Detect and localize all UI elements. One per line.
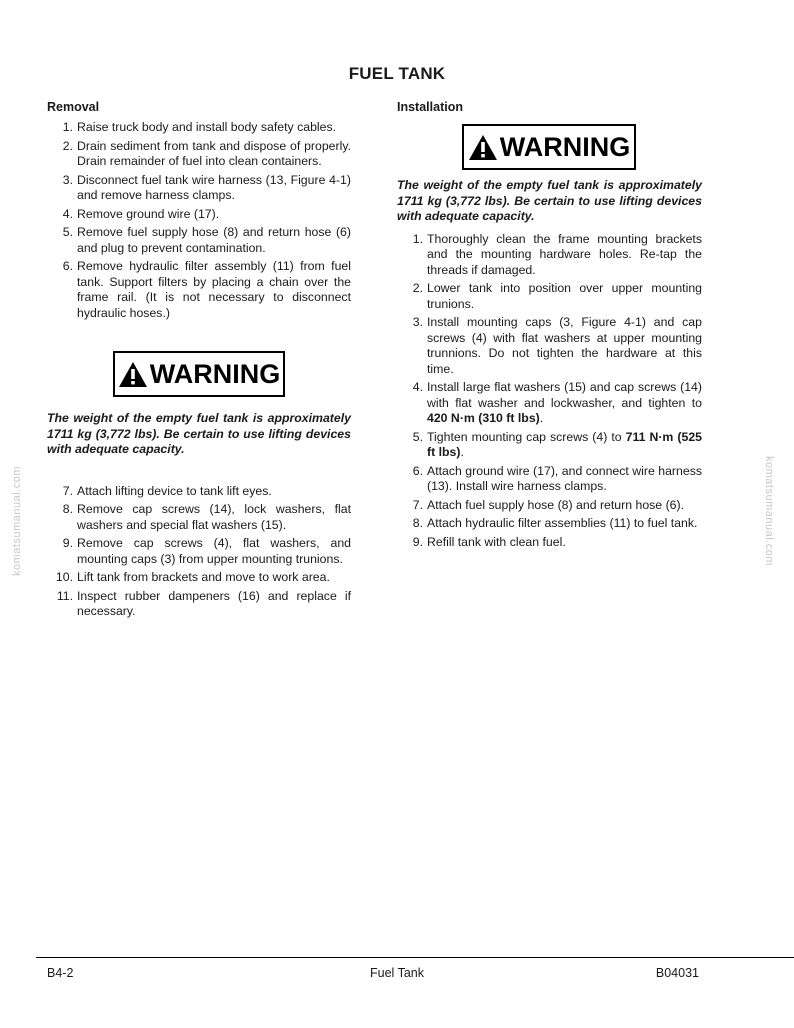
footer-document-code: B04031: [655, 966, 699, 980]
installation-steps: [397, 232, 702, 551]
step-number: 1.: [62, 120, 73, 134]
step-text-main: Lower tank into position over upper mounting trunions.: [427, 281, 702, 311]
step-text-main: Attach fuel supply hose (8) and return hose (6).: [427, 497, 685, 512]
list-item: [397, 464, 702, 495]
step-text-end: .: [539, 411, 544, 425]
step-number: 2.: [412, 281, 423, 295]
step-number: 10.: [55, 570, 73, 584]
step-text-main: Refill tank with clean fuel.: [427, 534, 566, 549]
step-text-main: Tighten mounting cap screws (4) to: [427, 429, 626, 444]
step-number: 5.: [62, 225, 73, 239]
step-text: [77, 120, 351, 136]
step-number: 4.: [412, 380, 423, 394]
list-item: [47, 589, 351, 620]
list-item: [397, 430, 702, 461]
list-item: [47, 259, 351, 321]
step-text-main: Remove ground wire (17).: [77, 206, 220, 221]
list-item: [47, 536, 351, 567]
removal-warning-label: WARNING: [149, 358, 281, 389]
step-text: [77, 502, 351, 533]
list-item: [47, 225, 351, 256]
footer-divider: [36, 957, 794, 958]
step-text: [427, 430, 702, 461]
step-text-main: Thoroughly clean the frame mounting brackets and the mounting hardware holes. Re-tap the threads if damaged.: [427, 231, 702, 277]
removal-steps-first: [47, 120, 351, 321]
step-number: 1.: [412, 231, 423, 246]
step-text: [77, 259, 351, 321]
step-text-main: Disconnect fuel tank wire harness (13, Figure 4-1) and remove harness clamps.: [77, 172, 351, 202]
step-text-main: Remove cap screws (4), flat washers, and mounting caps (3) from upper mounting trunions.: [77, 536, 351, 566]
list-item: [397, 281, 702, 312]
step-text: [427, 498, 702, 514]
step-number: 9.: [62, 536, 73, 550]
warning-triangle-icon: [118, 361, 148, 388]
step-torque-value: 711 N·m (525 ft lbs): [427, 429, 702, 459]
installation-warning-label: WARNING: [499, 131, 631, 162]
step-text-main: Remove fuel supply hose (8) and return hose (6) and plug to prevent contamination.: [77, 225, 351, 255]
step-number: 3.: [62, 172, 73, 187]
installation-heading: Installation: [397, 100, 463, 114]
list-item: [397, 516, 702, 532]
step-number: 6.: [412, 463, 423, 478]
step-number: 6.: [62, 259, 73, 273]
step-number: 4.: [62, 206, 73, 221]
list-item: [397, 380, 702, 427]
step-torque-value: 420 N·m (310 ft lbs): [427, 411, 540, 425]
list-item: [47, 502, 351, 533]
list-item: [47, 207, 351, 223]
step-number: 7.: [62, 483, 73, 498]
step-text: [77, 173, 351, 204]
step-text: [427, 516, 702, 532]
installation-warning-text: The weight of the empty fuel tank is approximately 1711 kg (3,772 lbs). Be certain to use lifting devices with adequate capacity.: [397, 178, 702, 223]
removal-warning-text: The weight of the empty fuel tank is approximately 1711 kg (3,772 lbs). Be certain to use lifting devices with adequate capacity.: [47, 411, 351, 456]
footer-section-title: Fuel Tank: [370, 966, 424, 980]
step-text: [427, 281, 702, 312]
list-item: [47, 570, 351, 586]
warning-triangle-icon: [468, 134, 498, 161]
step-number: 5.: [412, 429, 423, 444]
step-number: 8.: [62, 502, 73, 516]
step-text-main: Drain sediment from tank and dispose of properly. Drain remainder of fuel into clean containers.: [77, 138, 351, 168]
step-text-main: Raise truck body and install body safety cables.: [77, 120, 337, 134]
removal-steps-second: [47, 484, 351, 620]
installation-column: [397, 100, 702, 553]
step-text: [77, 570, 351, 586]
step-text: [427, 535, 702, 551]
step-text-main: Install large flat washers (15) and cap screws (14) with flat washer and lockwasher, and tighten to: [427, 380, 702, 410]
step-text: [77, 207, 351, 223]
step-text-main: Inspect rubber dampeners (16) and replace if necessary.: [77, 588, 351, 618]
removal-heading: Removal: [47, 100, 100, 114]
list-item: [47, 120, 351, 136]
step-number: 9.: [412, 534, 423, 549]
step-number: 2.: [62, 138, 73, 153]
step-number: 11.: [56, 588, 73, 603]
removal-warning-sign: [113, 351, 285, 397]
watermark-right: komatsumanual.com: [763, 456, 775, 566]
list-item: [47, 484, 351, 500]
list-item: [397, 315, 702, 377]
step-text-end: .: [460, 445, 464, 459]
step-number: 8.: [412, 516, 423, 530]
list-item: [397, 535, 702, 551]
watermark-left: komatsumanual.com: [11, 466, 23, 576]
step-text: [77, 589, 351, 620]
step-text: [77, 484, 351, 500]
step-text-main: Lift tank from brackets and move to work area.: [77, 570, 330, 584]
step-text: [427, 464, 702, 495]
list-item: [397, 498, 702, 514]
step-text: [77, 225, 351, 256]
step-number: 3.: [412, 315, 423, 329]
removal-column: [47, 100, 351, 623]
step-text-main: Attach ground wire (17), and connect wire harness (13). Install wire harness clamps.: [427, 463, 702, 493]
step-number: 7.: [412, 497, 423, 512]
step-text-main: Attach hydraulic filter assemblies (11) to fuel tank.: [427, 516, 698, 530]
list-item: [47, 173, 351, 204]
step-text: [77, 139, 351, 170]
list-item: [397, 232, 702, 279]
step-text-main: Attach lifting device to tank lift eyes.: [77, 483, 272, 498]
step-text-main: Install mounting caps (3, Figure 4-1) and cap screws (4) with flat washers at upper mounting trunnions. Do not tighten the hardware at this time.: [427, 315, 702, 376]
page-title: FUEL TANK: [348, 64, 446, 83]
step-text: [427, 232, 702, 279]
step-text-main: Remove hydraulic filter assembly (11) from fuel tank. Support filters by placing a chain over the frame rail. (It is not necessary to disconnect hydraulic hoses.): [77, 259, 351, 320]
list-item: [47, 139, 351, 170]
footer-page-number: B4-2: [47, 966, 74, 980]
installation-warning-sign: [462, 124, 636, 170]
step-text: [77, 536, 351, 567]
step-text: [427, 315, 702, 377]
step-text-main: Remove cap screws (14), lock washers, flat washers and special flat washers (15).: [77, 502, 351, 532]
step-text: [427, 380, 702, 427]
